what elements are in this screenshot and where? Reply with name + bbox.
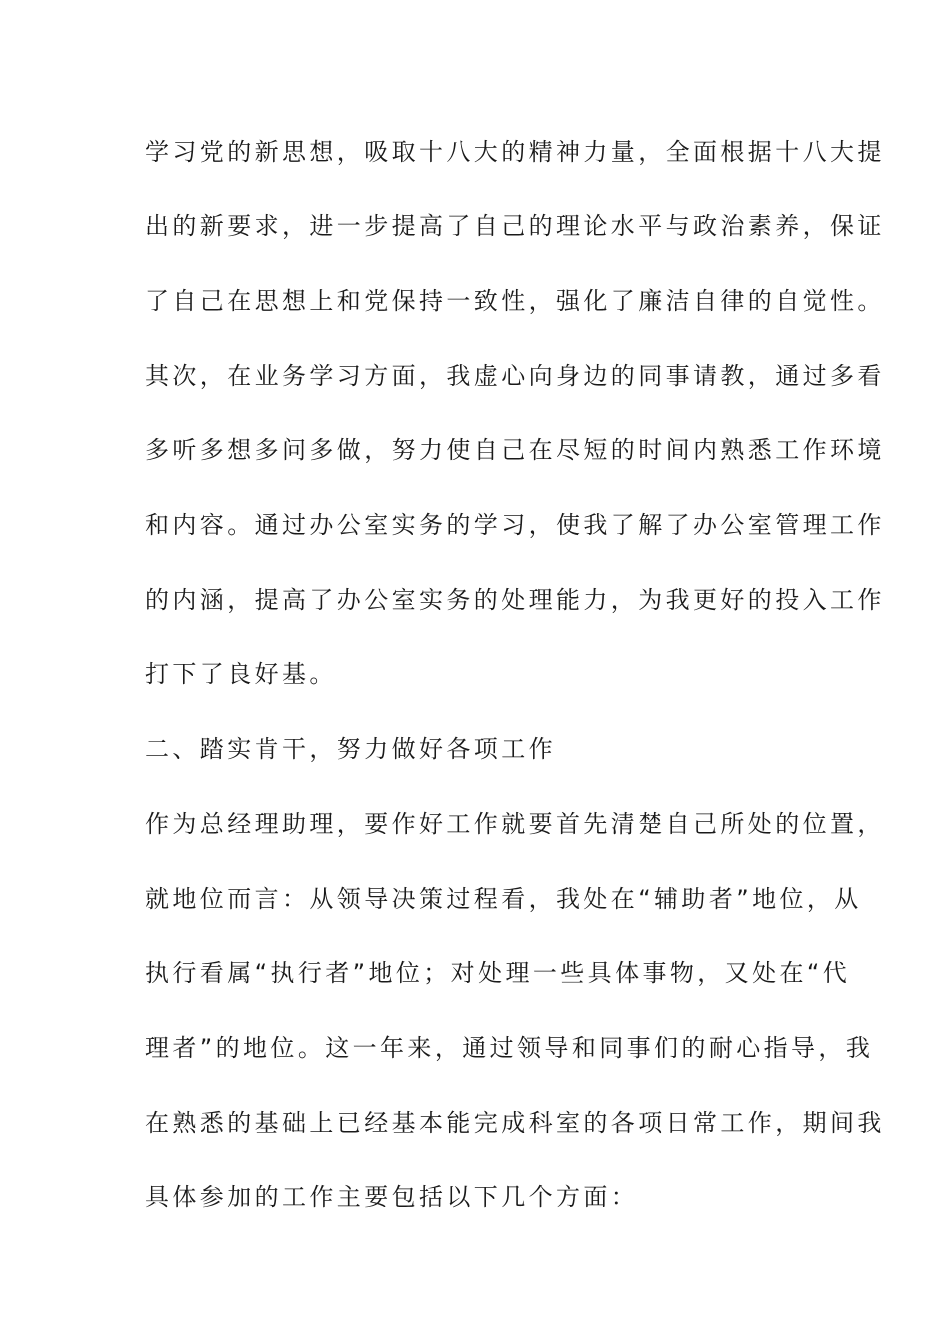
text-line: 多听多想多问多做，努力使自己在尽短的时间内熟悉工作环境 xyxy=(145,436,885,464)
text-line: 和内容。通过办公室实务的学习，使我了解了办公室管理工作 xyxy=(145,511,885,539)
text-line: 了自己在思想上和党保持一致性，强化了廉洁自律的自觉性。 xyxy=(145,287,885,315)
text-line: 在熟悉的基础上已经基本能完成科室的各项日常工作，期间我 xyxy=(145,1109,885,1137)
text-line: 执行看属“执行者”地位；对处理一些具体事物，又处在“代 xyxy=(145,959,851,987)
text-line: 作为总经理助理，要作好工作就要首先清楚自己所处的位置， xyxy=(145,810,885,838)
text-line: 打下了良好基。 xyxy=(145,660,337,688)
text-line: 具体参加的工作主要包括以下几个方面： xyxy=(145,1183,639,1211)
text-line: 学习党的新思想，吸取十八大的精神力量，全面根据十八大提 xyxy=(145,138,885,166)
text-line: 出的新要求，进一步提高了自己的理论水平与政治素养，保证 xyxy=(145,212,885,240)
text-line: 就地位而言：从领导决策过程看，我处在“辅助者”地位，从 xyxy=(145,885,862,913)
text-line: 理者”的地位。这一年来，通过领导和同事们的耐心指导，我 xyxy=(145,1034,874,1062)
text-line: 的内涵，提高了办公室实务的处理能力，为我更好的投入工作 xyxy=(145,586,885,614)
section-heading: 二、踏实肯干，努力做好各项工作 xyxy=(145,735,556,763)
text-line: 其次，在业务学习方面，我虚心向身边的同事请教，通过多看 xyxy=(145,362,885,390)
